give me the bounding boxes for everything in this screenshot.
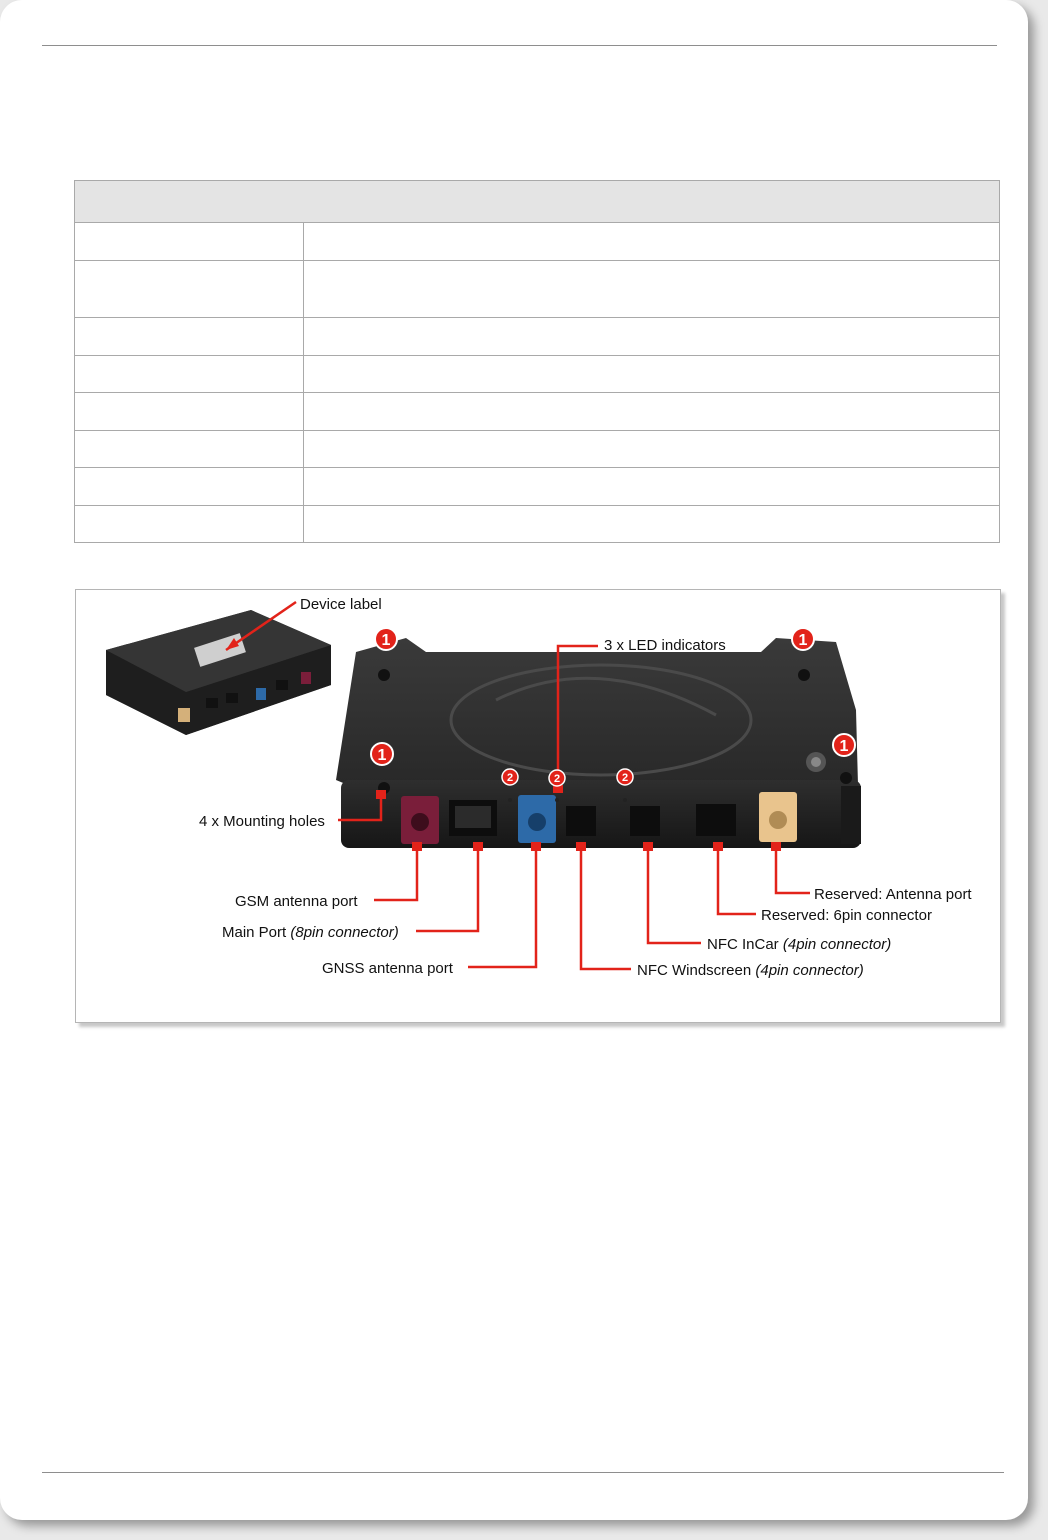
table-row	[75, 356, 999, 393]
led-marker	[549, 770, 565, 786]
row-label	[75, 261, 301, 277]
table-row	[75, 318, 999, 356]
led-marker	[502, 769, 518, 785]
spec-table	[74, 180, 1000, 543]
row-value	[304, 356, 1000, 372]
table-row	[75, 223, 999, 261]
nfc-windscreen-connector	[566, 806, 596, 836]
row-value	[304, 318, 1000, 334]
gnss-antenna-port-label: GNSS antenna port	[322, 960, 453, 977]
main-port-label: Main Port (8pin connector)	[222, 924, 399, 941]
spec-table-header	[75, 181, 999, 223]
nfc-incar-connector	[630, 806, 660, 836]
row-value	[304, 223, 1000, 239]
mounting-hole	[378, 669, 390, 681]
svg-text:2: 2	[506, 772, 514, 784]
row-label	[75, 393, 301, 409]
mounting-marker	[833, 734, 855, 756]
row-value	[304, 393, 1000, 409]
spec-table-title	[75, 181, 301, 197]
header-rule	[42, 45, 997, 46]
table-row	[75, 431, 999, 468]
reserved-antenna-port-label: Reserved: Antenna port	[814, 886, 972, 903]
mounting-hole	[840, 772, 852, 784]
device-thumbnail	[106, 602, 331, 735]
row-value	[304, 431, 1000, 447]
reserved-6pin-connector	[696, 804, 736, 836]
row-label	[75, 506, 301, 522]
led-indicator	[623, 798, 627, 802]
gsm-antenna-port-label: GSM antenna port	[235, 893, 358, 910]
device-label-text: Device label	[300, 596, 382, 613]
mounting-holes-label: 4 x Mounting holes	[199, 813, 325, 830]
led-indicator	[555, 798, 559, 802]
reserved-6pin-label: Reserved: 6pin connector	[761, 907, 932, 924]
nfc-incar-label: NFC InCar (4pin connector)	[707, 936, 892, 953]
led-indicators-label: 3 x LED indicators	[604, 637, 726, 654]
led-marker	[617, 769, 633, 785]
mounting-hole	[798, 669, 810, 681]
row-value	[304, 506, 1000, 522]
svg-text:1: 1	[381, 632, 391, 649]
device-figure	[75, 589, 1001, 1023]
svg-text:1: 1	[798, 632, 808, 649]
table-row	[75, 393, 999, 431]
device-diagram	[76, 590, 1000, 1022]
svg-text:2: 2	[553, 773, 561, 785]
thumb-reserved-connector	[178, 708, 190, 722]
svg-text:2: 2	[621, 772, 629, 784]
table-row	[75, 261, 999, 318]
mounting-marker	[792, 628, 814, 650]
table-row	[75, 468, 999, 506]
row-label	[75, 356, 301, 372]
row-value	[304, 468, 1000, 484]
svg-text:1: 1	[839, 738, 849, 755]
led-indicator	[508, 798, 512, 802]
thumb-gsm-connector	[301, 672, 311, 684]
row-label	[75, 431, 301, 447]
row-label	[75, 318, 301, 334]
svg-text:1: 1	[377, 747, 387, 764]
row-value	[304, 261, 1000, 277]
row-label	[75, 223, 301, 239]
mounting-marker	[375, 628, 397, 650]
row-label	[75, 468, 301, 484]
nfc-windscreen-label: NFC Windscreen (4pin connector)	[637, 962, 864, 979]
footer-rule	[42, 1472, 1004, 1473]
mounting-marker	[371, 743, 393, 765]
thumb-gnss-connector	[256, 688, 266, 700]
table-row	[75, 506, 999, 542]
